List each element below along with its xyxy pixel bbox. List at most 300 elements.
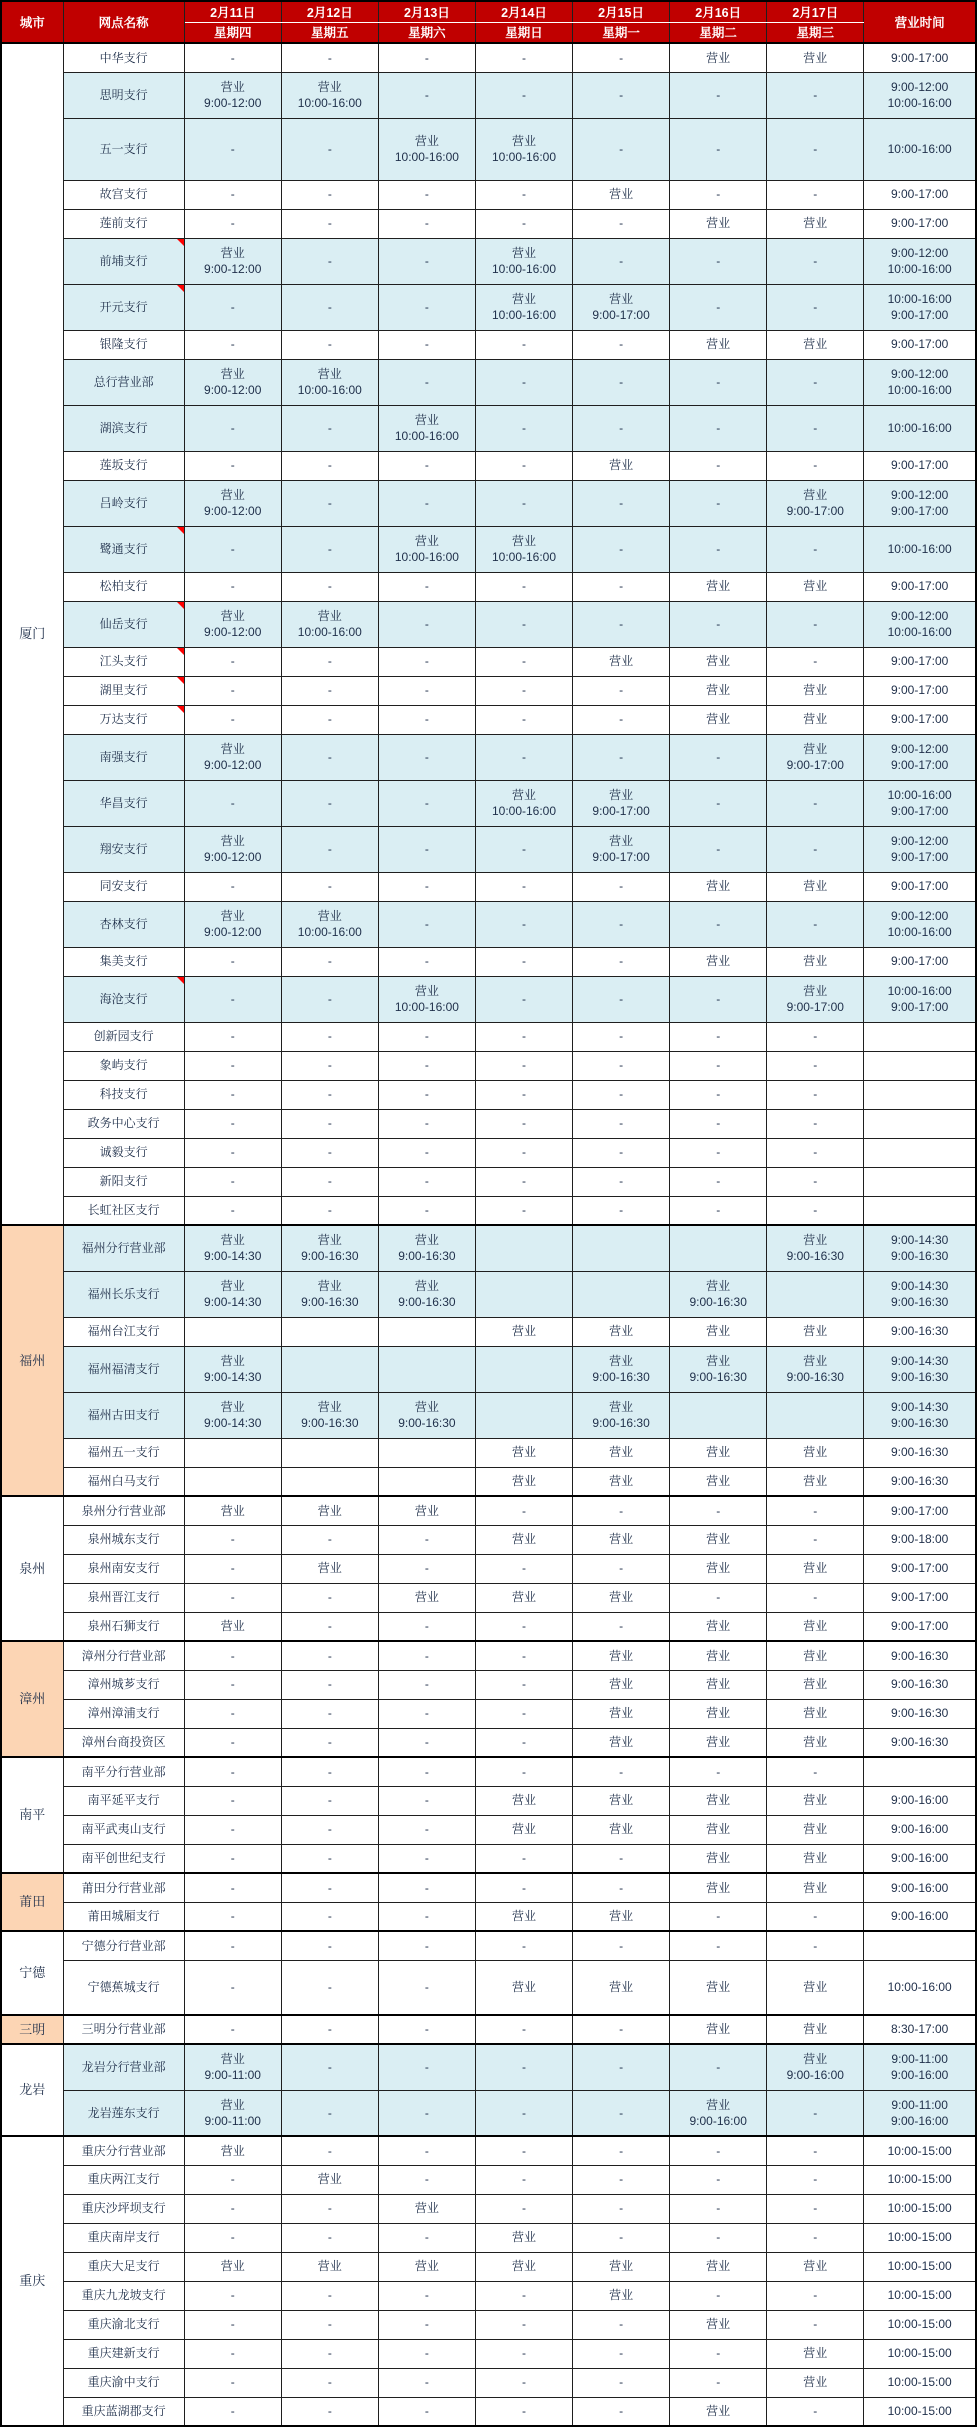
status-label: -	[522, 1619, 526, 1634]
day-status-cell	[573, 2397, 670, 2426]
business-hours-cell	[864, 1554, 976, 1583]
day-status-cell	[767, 780, 864, 826]
status-label: -	[424, 1087, 429, 1102]
branch-name-cell: 翔安支行	[63, 826, 184, 872]
status-label: -	[522, 1029, 526, 1044]
status-label: -	[522, 1561, 526, 1576]
status-label: 营业	[609, 1445, 634, 1460]
status-label: -	[619, 2172, 624, 2187]
status-label: -	[424, 87, 429, 102]
day-status-cell	[184, 2136, 281, 2165]
day-status-cell	[184, 901, 281, 947]
day-status-cell	[767, 480, 864, 526]
city-cell: 厦门	[1, 43, 63, 1225]
status-label: 营业	[317, 908, 342, 923]
day-status-cell	[670, 209, 767, 238]
hours-value: 10:00-15:00	[887, 2230, 952, 2245]
header-weekday: 星期三	[767, 22, 864, 43]
day-status-cell	[475, 118, 572, 180]
status-label: 营业	[609, 1735, 634, 1750]
day-status-cell	[184, 676, 281, 705]
day-status-cell	[670, 1271, 767, 1317]
day-status-cell	[281, 330, 378, 359]
status-label: -	[716, 795, 721, 810]
day-status-cell	[475, 1786, 572, 1815]
day-status-cell	[281, 2090, 378, 2136]
city-cell: 南平	[1, 1757, 63, 1873]
hours-value: 10:00-16:00	[887, 141, 952, 156]
status-label: -	[424, 2172, 429, 2187]
day-status-cell	[281, 1167, 378, 1196]
status-label: 营业	[803, 1445, 828, 1460]
status-label: 营业	[706, 954, 731, 969]
status-label: -	[619, 216, 624, 231]
day-status-cell	[378, 1271, 475, 1317]
day-status-cell	[378, 43, 475, 72]
day-status-cell	[573, 2044, 670, 2090]
day-status-cell	[767, 1317, 864, 1346]
hours-value-time: 9:00-17:00	[890, 758, 949, 772]
day-status-cell	[670, 976, 767, 1022]
status-label: -	[230, 795, 235, 810]
day-status-cell	[378, 1022, 475, 1051]
status-label: -	[327, 420, 332, 435]
business-hours-cell	[864, 1902, 976, 1931]
day-status-cell	[184, 1022, 281, 1051]
hours-value: 10:00-15:00	[887, 2346, 952, 2361]
status-label: 营业	[414, 2201, 439, 2216]
status-label: -	[424, 1764, 429, 1779]
status-label-time: 9:00-14:30	[204, 1370, 262, 1384]
status-label: -	[327, 1029, 332, 1044]
status-label: 营业	[220, 487, 245, 502]
day-status-cell	[475, 976, 572, 1022]
status-label: -	[424, 1116, 429, 1131]
status-label: 营业	[317, 366, 342, 381]
day-status-cell	[184, 284, 281, 330]
hours-value: 10:00-15:00	[887, 2375, 952, 2390]
day-status-cell	[573, 601, 670, 647]
status-label-time: 9:00-14:30	[204, 1249, 262, 1264]
comment-marker-icon	[177, 527, 184, 534]
day-status-cell	[281, 1196, 378, 1225]
status-label: 营业	[803, 2052, 828, 2067]
status-label: 营业	[803, 1324, 828, 1339]
status-label: -	[424, 1203, 429, 1218]
status-label: 营业	[803, 337, 828, 352]
status-label: -	[619, 2346, 624, 2361]
day-status-cell	[184, 1902, 281, 1931]
hours-value: 9:00-12:00	[890, 366, 949, 381]
day-status-cell	[573, 572, 670, 601]
day-status-cell	[184, 2223, 281, 2252]
hours-value: 9:00-17:00	[890, 1561, 949, 1576]
day-status-cell	[573, 2281, 670, 2310]
day-status-cell	[767, 1902, 864, 1931]
status-label: 营业	[511, 1822, 536, 1837]
day-status-cell	[767, 826, 864, 872]
status-label: -	[522, 2375, 526, 2390]
hours-value-time: 9:00-16:00	[890, 2113, 949, 2128]
status-label: -	[619, 541, 624, 556]
day-status-cell	[281, 826, 378, 872]
day-status-cell	[475, 1960, 572, 2015]
status-label: -	[522, 1764, 526, 1779]
status-label: 营业	[220, 366, 245, 381]
day-status-cell	[573, 947, 670, 976]
branch-name-cell: 福州古田支行	[63, 1392, 184, 1438]
status-label: -	[813, 916, 818, 931]
status-label: -	[522, 2317, 526, 2332]
day-status-cell	[475, 1167, 572, 1196]
day-status-cell	[670, 676, 767, 705]
business-hours-cell	[864, 1960, 976, 2015]
status-label: -	[619, 2143, 624, 2158]
hours-value: 9:00-12:00	[890, 833, 949, 848]
branch-name-cell: 莆田城厢支行	[63, 1902, 184, 1931]
status-label: -	[619, 1561, 624, 1576]
day-status-cell	[573, 1392, 670, 1438]
day-status-cell	[281, 2044, 378, 2090]
day-status-cell	[378, 180, 475, 209]
day-status-cell	[378, 1167, 475, 1196]
status-label: -	[716, 2143, 721, 2158]
header-date: 2月13日	[378, 1, 475, 22]
comment-marker-icon	[177, 602, 184, 609]
day-status-cell	[670, 2368, 767, 2397]
day-status-cell	[184, 1346, 281, 1392]
day-status-cell	[281, 1525, 378, 1554]
business-hours-cell	[864, 1699, 976, 1728]
day-status-cell	[475, 734, 572, 780]
day-status-cell	[281, 1786, 378, 1815]
branch-name-cell: 创新园支行	[63, 1022, 184, 1051]
status-label: 营业	[220, 1278, 245, 1293]
day-status-cell	[378, 209, 475, 238]
status-label: -	[522, 1503, 526, 1518]
hours-value: 9:00-17:00	[890, 458, 949, 473]
status-label: 营业	[803, 712, 828, 727]
status-label: -	[522, 50, 526, 65]
status-label: -	[327, 299, 332, 314]
business-hours-cell	[864, 238, 976, 284]
status-label: -	[522, 683, 526, 698]
hours-value: 9:00-16:00	[890, 1880, 949, 1895]
day-status-cell	[670, 1392, 767, 1438]
day-status-cell	[767, 1196, 864, 1225]
status-label-time: 9:00-16:30	[592, 1416, 650, 1430]
day-status-cell	[475, 2015, 572, 2044]
day-status-cell	[378, 676, 475, 705]
status-label: -	[230, 1980, 235, 1995]
header-city: 城市	[1, 1, 63, 43]
day-status-cell	[670, 72, 767, 118]
day-status-cell	[670, 43, 767, 72]
hours-value: 9:00-16:30	[890, 1445, 949, 1460]
status-label: 营业	[609, 1532, 634, 1547]
day-status-cell	[475, 1873, 572, 1902]
day-status-cell	[767, 1960, 864, 2015]
status-label: 营业	[706, 1353, 731, 1368]
status-label: -	[327, 1116, 332, 1131]
day-status-cell	[767, 1670, 864, 1699]
day-status-cell	[184, 1138, 281, 1167]
day-status-cell	[767, 2368, 864, 2397]
day-status-cell	[281, 2397, 378, 2426]
day-status-cell	[475, 647, 572, 676]
status-label: 营业	[317, 2259, 342, 2274]
hours-value: 9:00-11:00	[891, 2052, 948, 2067]
day-status-cell	[670, 2310, 767, 2339]
day-status-cell	[378, 1844, 475, 1873]
branch-name-cell: 重庆分行营业部	[63, 2136, 184, 2165]
branch-name-cell: 泉州石狮支行	[63, 1612, 184, 1641]
day-status-cell	[767, 1873, 864, 1902]
day-status-cell	[378, 1931, 475, 1960]
hours-value: 9:00-16:30	[890, 1648, 949, 1663]
status-label: -	[327, 1822, 332, 1837]
status-label: -	[619, 2230, 624, 2245]
status-label: -	[327, 50, 332, 65]
status-label: -	[522, 1851, 526, 1866]
status-label: -	[230, 1058, 235, 1073]
status-label: -	[619, 749, 624, 764]
status-label: -	[230, 187, 235, 202]
status-label: -	[522, 841, 526, 856]
status-label: -	[619, 1851, 624, 1866]
table-body	[1, 43, 976, 2426]
branch-name-cell: 重庆建新支行	[63, 2339, 184, 2368]
day-status-cell	[184, 118, 281, 180]
day-status-cell	[475, 676, 572, 705]
status-label: 营业	[803, 1677, 828, 1692]
day-status-cell	[378, 2044, 475, 2090]
status-label: -	[424, 1880, 429, 1895]
day-status-cell	[184, 705, 281, 734]
hours-value-time: 9:00-17:00	[890, 804, 949, 818]
business-hours-cell	[864, 734, 976, 780]
day-status-cell	[378, 947, 475, 976]
day-status-cell	[378, 1670, 475, 1699]
day-status-cell	[475, 705, 572, 734]
status-label: 营业	[706, 1980, 731, 1995]
branch-name-cell: 漳州漳浦支行	[63, 1699, 184, 1728]
business-hours-cell	[864, 43, 976, 72]
status-label: -	[327, 141, 332, 156]
status-label: -	[327, 495, 332, 510]
status-label: -	[327, 1851, 332, 1866]
status-label: 营业	[511, 1445, 536, 1460]
day-status-cell	[378, 1525, 475, 1554]
status-label: -	[522, 2172, 526, 2187]
day-status-cell	[767, 2194, 864, 2223]
status-label: -	[230, 1677, 235, 1692]
day-status-cell	[184, 2310, 281, 2339]
business-hours-cell	[864, 2015, 976, 2044]
day-status-cell	[767, 1757, 864, 1786]
day-status-cell	[378, 976, 475, 1022]
day-status-cell	[573, 705, 670, 734]
day-status-cell	[475, 601, 572, 647]
day-status-cell	[573, 872, 670, 901]
status-label: 营业	[414, 1278, 439, 1293]
day-status-cell	[475, 780, 572, 826]
hours-value: 9:00-14:30	[890, 1399, 949, 1414]
day-status-cell	[573, 1786, 670, 1815]
status-label: 营业	[706, 1793, 731, 1808]
comment-marker-icon	[177, 977, 184, 984]
status-label: -	[522, 1735, 526, 1750]
status-label: -	[230, 991, 235, 1006]
day-status-cell	[475, 2223, 572, 2252]
status-label: -	[424, 916, 429, 931]
day-status-cell	[378, 1346, 475, 1392]
status-label: -	[522, 2288, 526, 2303]
day-status-cell	[573, 2090, 670, 2136]
day-status-cell	[281, 118, 378, 180]
status-label-time: 9:00-11:00	[204, 2068, 261, 2083]
day-status-cell	[184, 2044, 281, 2090]
day-status-cell	[281, 2339, 378, 2368]
day-status-cell	[670, 2397, 767, 2426]
status-label: -	[813, 1590, 818, 1605]
day-status-cell	[573, 676, 670, 705]
status-label: 营业	[803, 683, 828, 698]
hours-value: 9:00-17:00	[890, 712, 949, 727]
status-label: -	[327, 2022, 332, 2037]
status-label: 营业	[414, 2259, 439, 2274]
branch-name-cell: 福州五一支行	[63, 1438, 184, 1467]
status-label: -	[230, 2172, 235, 2187]
day-status-cell	[378, 601, 475, 647]
branch-name-cell: 南平延平支行	[63, 1786, 184, 1815]
status-label: -	[230, 879, 235, 894]
status-label: 营业	[511, 1980, 536, 1995]
status-label: -	[619, 2201, 624, 2216]
status-label: -	[813, 795, 818, 810]
status-label: 营业	[706, 579, 731, 594]
day-status-cell	[184, 1844, 281, 1873]
status-label: -	[813, 2143, 818, 2158]
status-label: -	[424, 2288, 429, 2303]
status-label: -	[619, 1938, 624, 1953]
branch-name-cell: 重庆蓝湖郡支行	[63, 2397, 184, 2426]
status-label: -	[230, 654, 235, 669]
day-status-cell	[670, 1022, 767, 1051]
day-status-cell	[378, 1467, 475, 1496]
status-label: 营业	[511, 2259, 536, 2274]
status-label: 营业	[803, 741, 828, 756]
status-label: -	[522, 1880, 526, 1895]
day-status-cell	[670, 330, 767, 359]
status-label: -	[424, 253, 429, 268]
status-label-time: 9:00-16:30	[301, 1249, 359, 1264]
status-label: -	[327, 2288, 332, 2303]
status-label: 营业	[803, 1474, 828, 1489]
hours-value: 9:00-16:30	[890, 1474, 949, 1489]
status-label: -	[230, 2022, 235, 2037]
hours-value-time: 9:00-17:00	[890, 850, 949, 864]
status-label: -	[522, 954, 526, 969]
day-status-cell	[378, 2252, 475, 2281]
day-status-cell	[184, 1392, 281, 1438]
status-label: -	[522, 2346, 526, 2361]
day-status-cell	[573, 1902, 670, 1931]
day-status-cell	[475, 405, 572, 451]
day-status-cell	[573, 2223, 670, 2252]
status-label: -	[522, 495, 526, 510]
hours-value: 9:00-17:00	[890, 187, 949, 202]
day-status-cell	[573, 1815, 670, 1844]
status-label: 营业	[511, 1324, 536, 1339]
day-status-cell	[767, 526, 864, 572]
day-status-cell	[670, 572, 767, 601]
status-label: -	[522, 916, 526, 931]
day-status-cell	[767, 238, 864, 284]
day-status-cell	[767, 1392, 864, 1438]
day-status-cell	[281, 526, 378, 572]
business-hours-cell	[864, 1873, 976, 1902]
business-hours-cell	[864, 1080, 976, 1109]
day-status-cell	[767, 1728, 864, 1757]
day-status-cell	[573, 1960, 670, 2015]
status-label: -	[619, 683, 624, 698]
status-label: 营业	[609, 291, 634, 306]
status-label: 营业	[220, 245, 245, 260]
day-status-cell	[378, 1902, 475, 1931]
day-status-cell	[378, 1641, 475, 1670]
day-status-cell	[281, 2194, 378, 2223]
business-hours-cell	[864, 1728, 976, 1757]
day-status-cell	[184, 1670, 281, 1699]
day-status-cell	[475, 72, 572, 118]
day-status-cell	[670, 901, 767, 947]
day-status-cell	[573, 1467, 670, 1496]
status-label: -	[327, 1532, 332, 1547]
status-label: -	[619, 1029, 624, 1044]
status-label: -	[716, 541, 721, 556]
header-business-hours: 营业时间	[864, 1, 976, 43]
business-hours-cell	[864, 705, 976, 734]
day-status-cell	[184, 1196, 281, 1225]
status-label: -	[522, 1087, 526, 1102]
status-label: -	[716, 1029, 721, 1044]
header-date: 2月17日	[767, 1, 864, 22]
business-hours-cell	[864, 1438, 976, 1467]
business-hours-cell	[864, 1392, 976, 1438]
day-status-cell	[184, 1815, 281, 1844]
status-label: -	[424, 2143, 429, 2158]
hours-value: 9:00-17:00	[890, 337, 949, 352]
status-label: 营业	[317, 1278, 342, 1293]
status-label: -	[522, 2201, 526, 2216]
day-status-cell	[670, 359, 767, 405]
hours-value-time: 9:00-17:00	[890, 308, 949, 322]
status-label: 营业	[803, 1851, 828, 1866]
status-label: -	[327, 458, 332, 473]
day-status-cell	[281, 359, 378, 405]
status-label: -	[230, 2375, 235, 2390]
day-status-cell	[378, 901, 475, 947]
status-label: -	[716, 2288, 721, 2303]
status-label: -	[522, 458, 526, 473]
day-status-cell	[184, 2015, 281, 2044]
branch-name-cell: 南平分行营业部	[63, 1757, 184, 1786]
status-label: -	[522, 420, 526, 435]
day-status-cell	[184, 451, 281, 480]
status-label: -	[522, 2404, 526, 2419]
status-label: -	[327, 579, 332, 594]
